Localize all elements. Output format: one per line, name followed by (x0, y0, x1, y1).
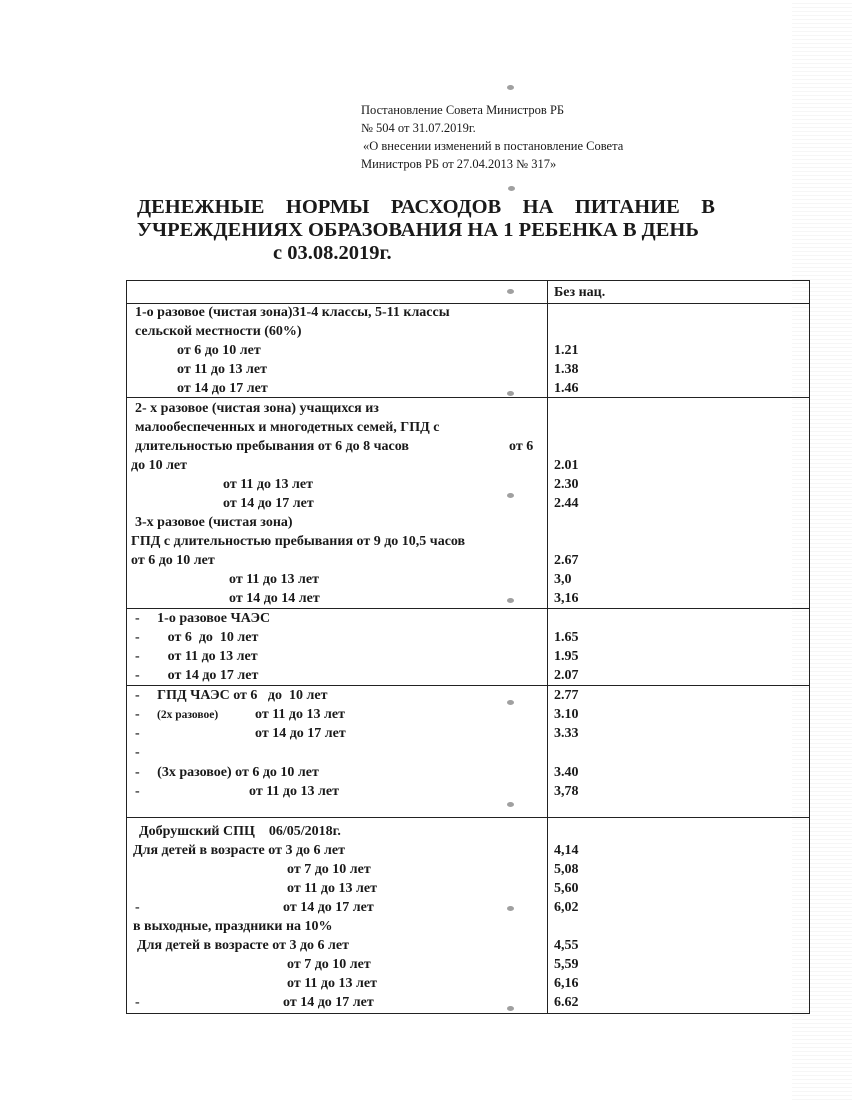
row-value: 1.38 (554, 362, 579, 377)
row-value: 3,78 (554, 784, 579, 799)
row-label: от 11 до 13 лет (287, 976, 377, 991)
row-label: - (135, 707, 140, 722)
row-value: 3.40 (554, 765, 579, 780)
title-word: В (701, 196, 715, 218)
row-label: - от 14 до 17 лет (135, 668, 259, 683)
row-label: - (3х разовое) от 6 до 10 лет (135, 765, 319, 780)
row-value: 2.30 (554, 477, 579, 492)
scan-speck (508, 186, 515, 191)
row-value: 1.46 (554, 381, 579, 396)
row-value: 4,55 (554, 938, 579, 953)
title-line-1 (137, 196, 715, 219)
row-label: ГПД с длительностью пребывания от 9 до 10,5 часов (131, 534, 466, 549)
row-label: - (135, 784, 140, 799)
title-word: НА (522, 196, 554, 218)
row-value: 4,14 (554, 843, 579, 858)
row-label: от 11 до 13 лет (229, 572, 319, 587)
row-value: 3,16 (554, 591, 579, 606)
row-label: - (135, 745, 140, 760)
scan-speck (507, 289, 514, 294)
norms-table (126, 280, 810, 1014)
row-label: малообеспеченных и многодетных семей, ГПД с (135, 420, 440, 435)
row-label: 3-х разовое (чистая зона) (135, 515, 293, 530)
row-label: от 14 до 17 лет (177, 381, 268, 396)
scan-speck (507, 85, 514, 90)
scan-speck (507, 802, 514, 807)
row-value: 3,0 (554, 572, 572, 587)
row-label-continued: от 14 до 17 лет (255, 726, 346, 741)
row-label: сельской местности (60%) (135, 324, 302, 339)
scan-speck (507, 906, 514, 911)
row-value: 3.33 (554, 726, 579, 741)
row-label: Для детей в возрасте от 3 до 6 лет (133, 843, 345, 858)
scan-speck (507, 598, 514, 603)
row-label: от 14 до 17 лет (223, 496, 314, 511)
row-label: от 14 до 14 лет (229, 591, 320, 606)
resolution-line-1: Постановление Совета Министров РБ (361, 103, 565, 117)
row-label: - (135, 995, 140, 1010)
row-label-continued: от 14 до 17 лет (283, 900, 374, 915)
row-label: Для детей в возрасте от 3 до 6 лет (137, 938, 349, 953)
row-label: от 11 до 13 лет (223, 477, 313, 492)
resolution-line-3: «О внесении изменений в постановление Совета (363, 139, 624, 153)
row-label: Добрушский СПЦ 06/05/2018г. (139, 824, 341, 839)
scan-speck (507, 700, 514, 705)
row-value: 1.21 (554, 343, 579, 358)
row-label: - ГПД ЧАЭС от 6 до 10 лет (135, 688, 328, 703)
row-value: 2.44 (554, 496, 579, 511)
row-label-note: (2х разовое) (157, 709, 219, 721)
row-value: 2.77 (554, 688, 579, 703)
row-value: 1.65 (554, 630, 579, 645)
row-label-continued: от 11 до 13 лет (249, 784, 339, 799)
row-value: 2.01 (554, 458, 579, 473)
row-label-continued: от 11 до 13 лет (255, 707, 345, 722)
row-value: 1.95 (554, 649, 579, 664)
row-value: 6,16 (554, 976, 579, 991)
row-label: от 11 до 13 лет (287, 881, 377, 896)
row-label: 1-о разовое (чистая зона)31-4 классы, 5-11 классы (135, 305, 450, 320)
row-value: 2.67 (554, 553, 579, 568)
scan-speck (507, 1006, 514, 1011)
row-value: 6.62 (554, 995, 579, 1010)
title-word: ДЕНЕЖНЫЕ (137, 196, 265, 218)
row-label: - от 6 до 10 лет (135, 630, 259, 645)
title-word: ПИТАНИЕ (574, 196, 680, 218)
row-value: 3.10 (554, 707, 579, 722)
title-line-2: УЧРЕЖДЕНИЯХ ОБРАЗОВАНИЯ НА 1 РЕБЕНКА В ДЕНЬ (137, 219, 699, 241)
row-label: - (135, 900, 140, 915)
row-label: от 11 до 13 лет (177, 362, 267, 377)
scan-speck (507, 493, 514, 498)
resolution-reference (361, 101, 691, 173)
row-label-continued: от 14 до 17 лет (283, 995, 374, 1010)
row-label: от 6 до 10 лет (177, 343, 261, 358)
row-value: 5,60 (554, 881, 579, 896)
title-word: РАСХОДОВ (390, 196, 502, 218)
row-value: 5,59 (554, 957, 579, 972)
row-label: - от 11 до 13 лет (135, 649, 258, 664)
resolution-line-4: Министров РБ от 27.04.2013 № 317» (361, 157, 557, 171)
title-word: НОРМЫ (285, 196, 370, 218)
resolution-line-2: № 504 от 31.07.2019г. (361, 121, 476, 135)
row-value: 2.07 (554, 668, 579, 683)
row-label: от 7 до 10 лет (287, 957, 371, 972)
title-line-3: с 03.08.2019г. (273, 242, 392, 264)
column-header: Без нац. (554, 285, 606, 300)
row-label: в выходные, праздники на 10% (133, 919, 333, 934)
row-label: - (135, 726, 140, 741)
row-value: 6,02 (554, 900, 579, 915)
document-title (137, 196, 715, 265)
row-label: 2- х разовое (чистая зона) учащихся из (135, 401, 379, 416)
scan-speck (507, 391, 514, 396)
row-label: от 7 до 10 лет (287, 862, 371, 877)
row-label: до 10 лет (131, 458, 188, 473)
row-label: длительностью пребывания от 6 до 8 часов (135, 439, 409, 454)
row-label: - 1-о разовое ЧАЭС (135, 611, 271, 626)
row-value: 5,08 (554, 862, 579, 877)
row-separator (127, 817, 809, 818)
row-label-continued: от 6 (509, 439, 534, 454)
column-divider (547, 281, 548, 1013)
row-label: от 6 до 10 лет (131, 553, 215, 568)
